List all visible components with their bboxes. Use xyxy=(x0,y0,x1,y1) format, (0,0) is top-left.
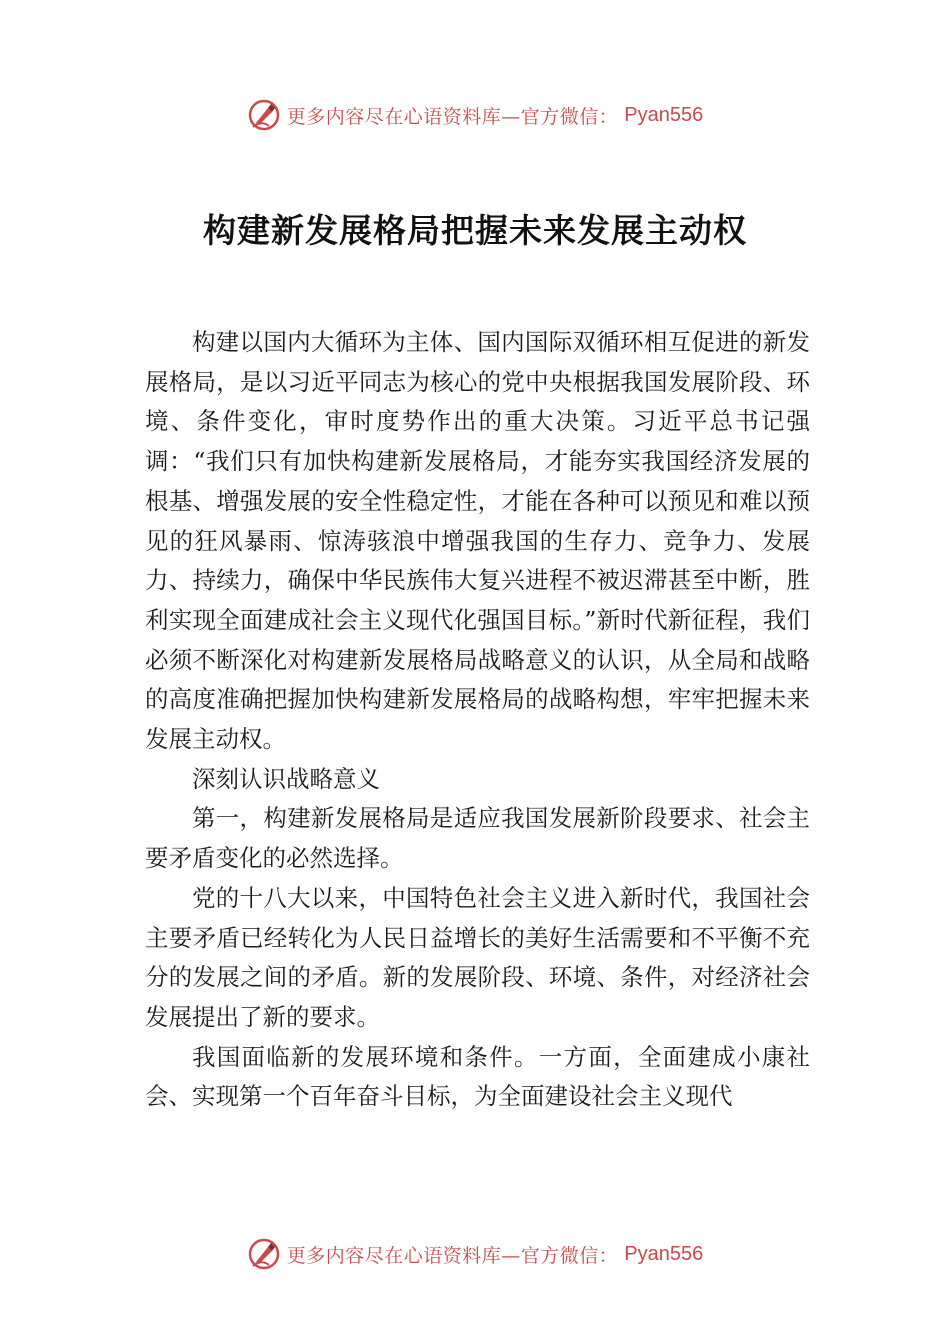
footer-brand-id: Pyan556 xyxy=(624,1242,704,1265)
header-brand-text: 更多内容尽在心语资料库—官方微信： xyxy=(286,105,619,128)
paragraph-environment: 我国面临新的发展环境和条件。一方面，全面建成小康社会、实现第一个百年奋斗目标，为全面建设社会主义现代 xyxy=(145,1042,810,1111)
document-title: 构建新发展格局把握未来发展主动权 xyxy=(203,211,747,250)
paragraph-intro: 构建以国内大循环为主体、国内国际双循环相互促进的新发展格局，是以习近平同志为核心的党中央根据我国发展阶段、环境、条件变化，审时度势作出的重大决策。习近平总书记强调：“我们只有加快构建新发展格局，才能夯实我国经济发展的根基、增强发展的安全性稳定性，才能在各种可以预见和难以预见的狂风暴雨、惊涛骇浪中增强我国的生存力、竞争力、发展力、持续力，确保中华民族伟大复兴进程不被迟滞甚至中断，胜利实现全面建成社会主义现代化强国目标。”新时代新征程，我们必须不断深化对构建新发展格局战略意义的认识，从全局和战略的高度准确把握加快构建新发展格局的战略构想，牢牢把握未来发展主动权。 xyxy=(145,328,810,754)
pen-nib-logo-icon xyxy=(247,1237,281,1271)
section-heading: 深刻认识战略意义 xyxy=(192,764,380,793)
footer-brand-text: 更多内容尽在心语资料库—官方微信： xyxy=(286,1244,619,1267)
footer-watermark xyxy=(0,1234,950,1274)
document-body xyxy=(145,323,810,1117)
pen-nib-logo-icon xyxy=(247,98,281,132)
header-watermark xyxy=(0,95,950,135)
paragraph-new-era: 党的十八大以来，中国特色社会主义进入新时代，我国社会主要矛盾已经转化为人民日益增长的美好生活需要和不平衡不充分的发展之间的矛盾。新的发展阶段、环境、条件，对经济社会发展提出了新的要求。 xyxy=(145,883,810,1031)
header-brand-id: Pyan556 xyxy=(624,103,704,126)
paragraph-point-one: 第一，构建新发展格局是适应我国发展新阶段要求、社会主要矛盾变化的必然选择。 xyxy=(145,804,810,873)
